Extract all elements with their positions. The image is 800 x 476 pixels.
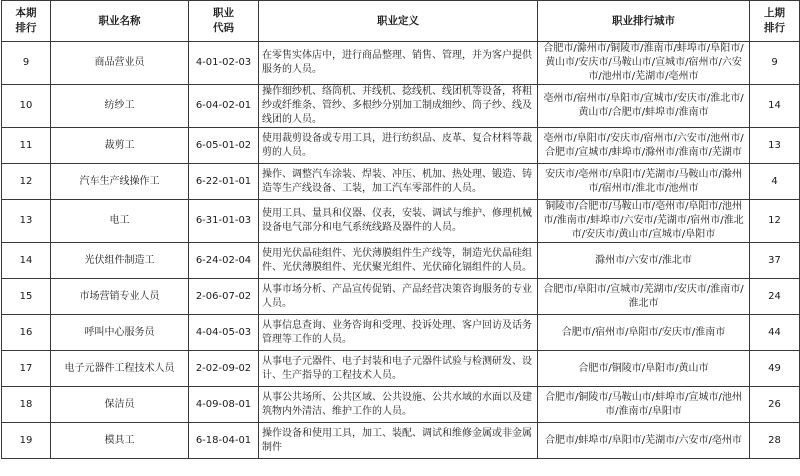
cell-cities: 安庆市/亳州市/阜阳市/芜湖市/马鞍山市/滁州市/宿州市/淮北市/池州市 xyxy=(538,164,750,200)
cell-code: 2-06-07-02 xyxy=(189,279,259,315)
table-row xyxy=(2,423,800,459)
cell-name: 裁剪工 xyxy=(51,128,189,164)
table-row xyxy=(2,42,800,85)
cell-code: 2-02-09-02 xyxy=(189,351,259,387)
cell-cities: 合肥市/滁州市/铜陵市/淮南市/蚌埠市/阜阳市/黄山市/安庆市/马鞍山市/宣城市/宿州市/六安市/池州市/芜湖市/亳州市 xyxy=(538,42,750,85)
cell-definition: 从事市场分析、产品宣传促销、产品经营决策咨询服务的专业人员。 xyxy=(259,279,538,315)
cell-name: 汽车生产线操作工 xyxy=(51,164,189,200)
cell-name: 呼叫中心服务员 xyxy=(51,315,189,351)
cell-prev-rank: 37 xyxy=(750,243,800,279)
table-row xyxy=(2,200,800,243)
table-row xyxy=(2,315,800,351)
cell-prev-rank: 24 xyxy=(750,279,800,315)
cell-name: 电子元器件工程技术人员 xyxy=(51,351,189,387)
cell-name: 电工 xyxy=(51,200,189,243)
cell-cities: 合肥市/宿州市/阜阳市/安庆市/淮南市 xyxy=(538,315,750,351)
cell-prev-rank: 4 xyxy=(750,164,800,200)
header-definition: 职业定义 xyxy=(259,1,538,42)
cell-rank: 14 xyxy=(2,243,51,279)
cell-definition: 使用光伏晶硅组件、光伏薄膜组件生产线等，制造光伏晶硅组件、光伏薄膜组件、光伏聚光组件、光伏碲化镉组件的人员。 xyxy=(259,243,538,279)
table-row xyxy=(2,128,800,164)
cell-prev-rank: 13 xyxy=(750,128,800,164)
cell-code: 6-18-04-01 xyxy=(189,423,259,459)
cell-code: 6-04-02-01 xyxy=(189,85,259,128)
cell-rank: 18 xyxy=(2,387,51,423)
cell-code: 6-24-02-04 xyxy=(189,243,259,279)
cell-prev-rank: 12 xyxy=(750,200,800,243)
header-prev-rank: 上期 排行 xyxy=(750,1,800,42)
cell-name: 纺纱工 xyxy=(51,85,189,128)
cell-name: 光伏组件制造工 xyxy=(51,243,189,279)
cell-definition: 操作设备和使用工具，加工、装配、调试和维修金属或非金属制件 xyxy=(259,423,538,459)
cell-rank: 10 xyxy=(2,85,51,128)
occupation-ranking-table xyxy=(1,0,800,459)
cell-rank: 13 xyxy=(2,200,51,243)
table-row xyxy=(2,243,800,279)
table-row xyxy=(2,85,800,128)
cell-rank: 15 xyxy=(2,279,51,315)
cell-name: 保洁员 xyxy=(51,387,189,423)
cell-cities: 合肥市/铜陵市/阜阳市/黄山市 xyxy=(538,351,750,387)
cell-definition: 操作细纱机、络筒机、并线机、捻线机、线团机等设备，将粗纱或纤维条、管纱、多根纱分别加工制成细纱、筒子纱、线及线团的人员。 xyxy=(259,85,538,128)
cell-prev-rank: 9 xyxy=(750,42,800,85)
cell-rank: 9 xyxy=(2,42,51,85)
cell-definition: 使用工具、量具和仪器、仪表，安装、调试与维护、修理机械设备电气部分和电气系统线路及器件的人员。 xyxy=(259,200,538,243)
cell-prev-rank: 49 xyxy=(750,351,800,387)
cell-code: 4-01-02-03 xyxy=(189,42,259,85)
table-row xyxy=(2,351,800,387)
cell-cities: 合肥市/阜阳市/宣城市/芜湖市/安庆市/淮南市/淮北市 xyxy=(538,279,750,315)
cell-prev-rank: 44 xyxy=(750,315,800,351)
table-row xyxy=(2,279,800,315)
table-row xyxy=(2,387,800,423)
cell-cities: 亳州市/宿州市/阜阳市/宣城市/安庆市/淮北市/黄山市/合肥市/蚌埠市/淮南市 xyxy=(538,85,750,128)
cell-cities: 合肥市/蚌埠市/阜阳市/芜湖市/六安市/亳州市 xyxy=(538,423,750,459)
cell-name: 市场营销专业人员 xyxy=(51,279,189,315)
cell-rank: 12 xyxy=(2,164,51,200)
cell-prev-rank: 26 xyxy=(750,387,800,423)
header-cities: 职业排行城市 xyxy=(538,1,750,42)
table-row xyxy=(2,164,800,200)
cell-definition: 从事信息查询、业务咨询和受理、投诉处理、客户回访及话务管理等工作的人员。 xyxy=(259,315,538,351)
cell-code: 4-04-05-03 xyxy=(189,315,259,351)
cell-prev-rank: 28 xyxy=(750,423,800,459)
cell-code: 6-22-01-01 xyxy=(189,164,259,200)
cell-name: 商品营业员 xyxy=(51,42,189,85)
cell-definition: 从事公共场所、公共区域、公共设施、公共水域的水面以及建筑物内外清洁、维护工作的人员。 xyxy=(259,387,538,423)
cell-cities: 合肥市/铜陵市/马鞍山市/蚌埠市/宣城市/池州市/淮南市/阜阳市 xyxy=(538,387,750,423)
cell-code: 6-31-01-03 xyxy=(189,200,259,243)
cell-rank: 17 xyxy=(2,351,51,387)
cell-cities: 亳州市/阜阳市/安庆市/宿州市/六安市/池州市/合肥市/宣城市/蚌埠市/滁州市/淮南市/芜湖市 xyxy=(538,128,750,164)
cell-rank: 11 xyxy=(2,128,51,164)
cell-definition: 从事电子元器件、电子封装和电子元器件试验与检测研发、设计、生产指导的工程技术人员。 xyxy=(259,351,538,387)
cell-rank: 16 xyxy=(2,315,51,351)
cell-cities: 滁州市/六安市/淮北市 xyxy=(538,243,750,279)
cell-definition: 操作、调整汽车涂装、焊装、冲压、机加、热处理、锻造、铸造等生产线设备、工装，加工汽车零部件的人员。 xyxy=(259,164,538,200)
cell-prev-rank: 14 xyxy=(750,85,800,128)
cell-definition: 使用裁剪设备或专用工具，进行纺织品、皮革、复合材料等裁剪的人员。 xyxy=(259,128,538,164)
table-header-row xyxy=(2,1,800,42)
cell-rank: 19 xyxy=(2,423,51,459)
cell-cities: 铜陵市/合肥市/马鞍山市/亳州市/阜阳市/池州市/淮南市/蚌埠市/六安市/芜湖市/宿州市/淮北市/安庆市/黄山市/宣城市/阜阳市 xyxy=(538,200,750,243)
header-code: 职业 代码 xyxy=(189,1,259,42)
cell-code: 6-05-01-02 xyxy=(189,128,259,164)
cell-code: 4-09-08-01 xyxy=(189,387,259,423)
cell-definition: 在零售实体店中，进行商品整理、销售、管理，并为客户提供服务的人员。 xyxy=(259,42,538,85)
cell-name: 模具工 xyxy=(51,423,189,459)
header-rank: 本期 排行 xyxy=(2,1,51,42)
header-name: 职业名称 xyxy=(51,1,189,42)
